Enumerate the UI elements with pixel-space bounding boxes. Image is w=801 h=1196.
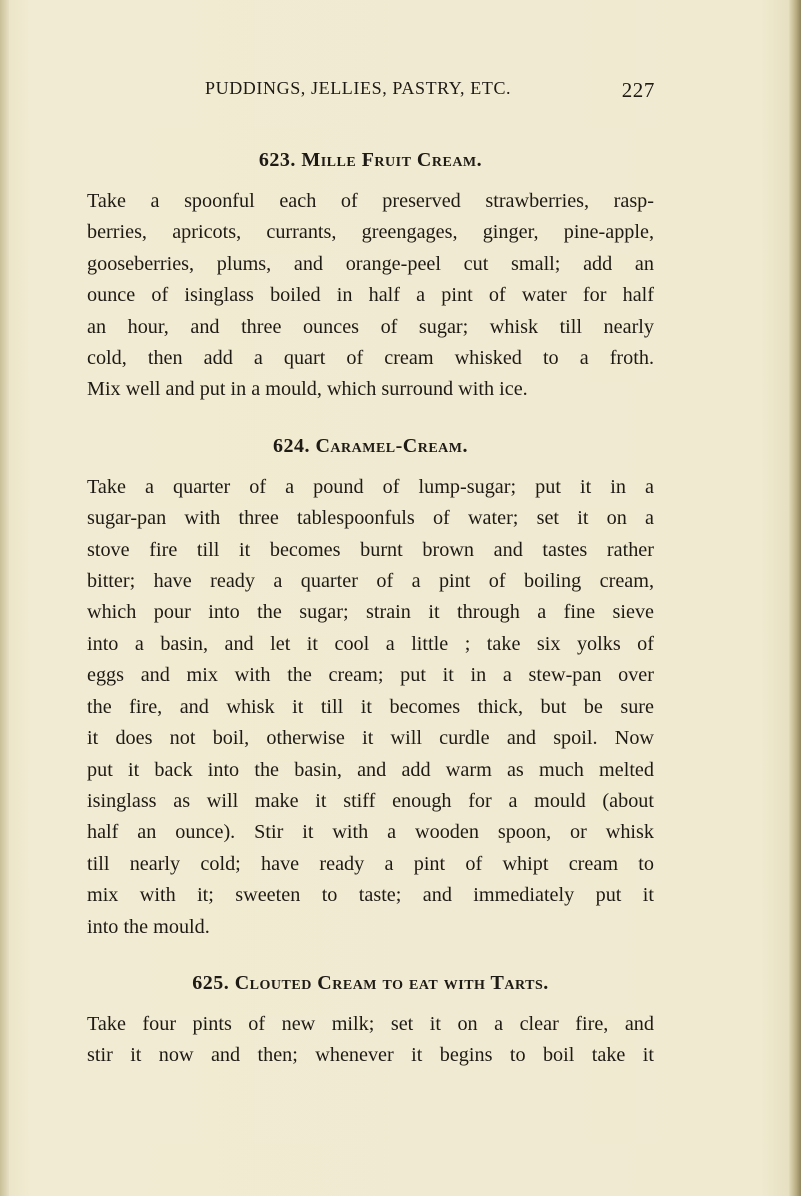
text-line: into the mould. bbox=[87, 915, 210, 938]
recipe-body bbox=[87, 472, 654, 943]
recipe-section bbox=[87, 963, 654, 1072]
text-line: Mix well and put in a mould, which surround with ice. bbox=[87, 378, 528, 401]
recipe-number: 624. bbox=[272, 434, 310, 457]
text-line: sugar-pan with three tablespoonfuls of water; set it on a bbox=[87, 507, 654, 530]
text-line: eggs and mix with the cream; put it in a stew-pan over bbox=[87, 664, 654, 687]
running-head bbox=[205, 78, 655, 108]
page-number: 227 bbox=[621, 78, 655, 102]
recipe-heading bbox=[87, 963, 654, 1003]
page-gutter-shadow bbox=[0, 0, 9, 1196]
text-line: gooseberries, plums, and orange-peel cut small; add an bbox=[87, 252, 654, 275]
text-line: cold, then add a quart of cream whisked to a froth. bbox=[87, 347, 654, 370]
text-line: put it back into the basin, and add warm as much melted bbox=[87, 758, 654, 781]
recipe-heading bbox=[87, 426, 654, 466]
text-line: stove fire till it becomes burnt brown and tastes rather bbox=[87, 538, 654, 561]
recipe-title: Clouted Cream to eat with Tarts. bbox=[234, 971, 549, 994]
text-line: the fire, and whisk it till it becomes thick, but be sure bbox=[87, 695, 654, 718]
text-line: half an ounce). Stir it with a wooden spoon, or whisk bbox=[87, 821, 654, 844]
text-line: it does not boil, otherwise it will curdle and spoil. Now bbox=[87, 727, 654, 750]
text-line: Take a spoonful each of preserved strawberries, rasp- bbox=[87, 190, 654, 212]
text-line: Take four pints of new milk; set it on a clear fire, and bbox=[87, 1012, 654, 1035]
recipe-title: Caramel-Cream. bbox=[315, 434, 469, 457]
text-line: bitter; have ready a quarter of a pint of boiling cream, bbox=[87, 570, 654, 593]
recipe-body bbox=[87, 1009, 654, 1072]
recipe-number: 623. bbox=[258, 149, 296, 171]
text-line: Take a quarter of a pound of lump-sugar; put it in a bbox=[87, 475, 654, 498]
text-line: till nearly cold; have ready a pint of whipt cream to bbox=[87, 852, 654, 875]
text-line: mix with it; sweeten to taste; and immediately put it bbox=[87, 884, 654, 907]
recipe-body bbox=[87, 186, 654, 406]
text-line: ounce of isinglass boiled in half a pint of water for half bbox=[87, 284, 654, 307]
text-line: berries, apricots, currants, greengages, ginger, pine-apple, bbox=[87, 221, 654, 244]
text-line: stir it now and then; whenever it begins to boil take it bbox=[87, 1044, 654, 1067]
recipe-heading bbox=[87, 140, 654, 180]
page-edge-shadow bbox=[789, 0, 801, 1196]
text-line: isinglass as will make it stiff enough for a mould (about bbox=[87, 789, 654, 812]
recipe-section bbox=[87, 426, 654, 943]
text-line: which pour into the sugar; strain it through a fine sieve bbox=[87, 601, 654, 624]
text-line: into a basin, and let it cool a little ; take six yolks of bbox=[87, 632, 654, 655]
running-head-title: PUDDINGS, JELLIES, PASTRY, ETC. bbox=[205, 78, 512, 98]
recipe-number: 625. bbox=[192, 971, 230, 994]
recipe-title: Mille Fruit Cream. bbox=[301, 149, 483, 171]
recipe-text-block bbox=[87, 140, 654, 1072]
text-line: an hour, and three ounces of sugar; whisk till nearly bbox=[87, 315, 654, 338]
recipe-section bbox=[87, 140, 654, 406]
